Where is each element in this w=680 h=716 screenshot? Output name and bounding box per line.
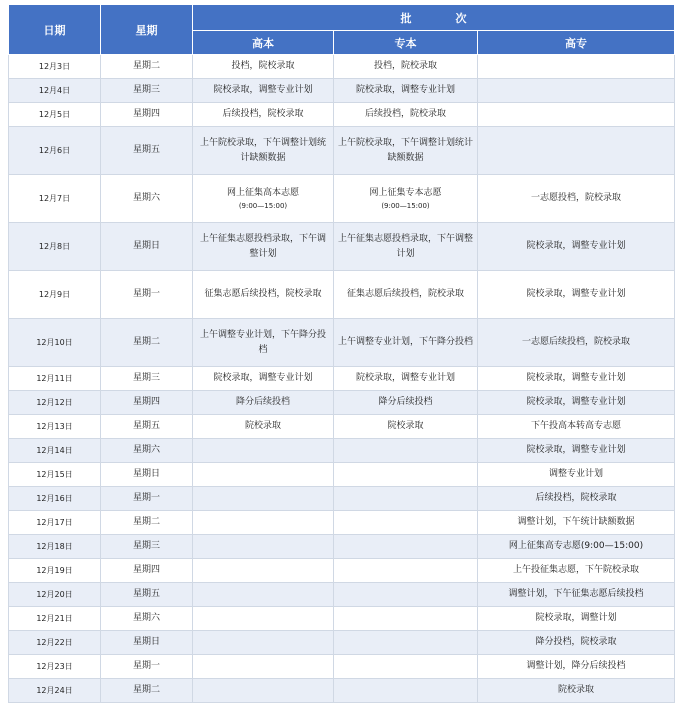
- undergrad-cell-text: 投档，院校录取: [231, 61, 295, 71]
- undergrad-cell: [193, 583, 334, 607]
- gaozhuan-cell-text: 一志愿投档，院校录取: [530, 193, 621, 203]
- undergrad-cell: [193, 631, 334, 655]
- gaozhuan-cell: [478, 631, 675, 655]
- table-row: [9, 55, 675, 79]
- gaozhuan-cell-text: 院校录取，调整专业计划: [526, 241, 626, 251]
- table-row: [9, 271, 675, 319]
- specialist-cell-text: 院校录取，调整专业计划: [355, 373, 455, 383]
- specialist-cell: [334, 463, 478, 487]
- gaozhuan-cell-text: 调整计划，下午征集志愿后续投档: [508, 589, 644, 599]
- header-specialist: 专本: [334, 31, 478, 55]
- date-cell-text: 12月3日: [38, 62, 71, 71]
- table-row: [9, 103, 675, 127]
- gaozhuan-cell-text: 后续投档，院校录取: [535, 493, 617, 503]
- weekday-cell-text: 星期四: [132, 397, 160, 407]
- specialist-cell: [334, 655, 478, 679]
- undergrad-cell: [193, 175, 334, 223]
- specialist-cell: [334, 319, 478, 367]
- gaozhuan-cell-text: 院校录取: [557, 685, 594, 695]
- gaozhuan-cell-text: 院校录取，调整专业计划: [526, 373, 626, 383]
- gaozhuan-cell-text: 一志愿后续投档，院校录取: [521, 337, 630, 347]
- weekday-cell: [101, 127, 193, 175]
- gaozhuan-cell-text: 调整计划，降分后续投档: [526, 661, 626, 671]
- weekday-cell-text: 星期六: [132, 613, 160, 623]
- date-cell: [9, 583, 101, 607]
- gaozhuan-cell-text: 下午投高本转高专志愿: [530, 421, 621, 431]
- weekday-cell: [101, 55, 193, 79]
- specialist-cell-text: 网上征集专本志愿: [369, 188, 442, 198]
- weekday-cell-text: 星期五: [132, 589, 160, 599]
- weekday-cell: [101, 175, 193, 223]
- undergrad-cell-text: 上午调整专业计划，下午降分投档: [199, 329, 326, 355]
- table-row: [9, 391, 675, 415]
- gaozhuan-cell: [478, 319, 675, 367]
- header-batch: 批 次: [193, 5, 675, 31]
- undergrad-cell: [193, 511, 334, 535]
- gaozhuan-cell: [478, 367, 675, 391]
- specialist-cell-text: 院校录取，调整专业计划: [355, 85, 455, 95]
- date-cell: [9, 415, 101, 439]
- undergrad-cell-text: 征集志愿后续投档，院校录取: [204, 289, 322, 299]
- date-cell: [9, 367, 101, 391]
- weekday-cell-text: 星期四: [132, 109, 160, 119]
- weekday-cell: [101, 391, 193, 415]
- date-cell: [9, 319, 101, 367]
- specialist-cell: [334, 583, 478, 607]
- date-cell: [9, 79, 101, 103]
- weekday-cell: [101, 439, 193, 463]
- gaozhuan-cell: [478, 511, 675, 535]
- admission-schedule-table: [8, 4, 675, 703]
- gaozhuan-cell: [478, 103, 675, 127]
- gaozhuan-cell: [478, 463, 675, 487]
- weekday-cell-text: 星期四: [132, 565, 160, 575]
- table-row: [9, 223, 675, 271]
- undergrad-cell-text: 降分后续投档: [235, 397, 290, 407]
- weekday-cell: [101, 79, 193, 103]
- gaozhuan-cell: [478, 439, 675, 463]
- gaozhuan-cell-text: 院校录取，调整专业计划: [526, 397, 626, 407]
- gaozhuan-cell: [478, 607, 675, 631]
- specialist-cell: [334, 367, 478, 391]
- weekday-cell: [101, 559, 193, 583]
- specialist-cell: [334, 559, 478, 583]
- weekday-cell-text: 星期二: [132, 337, 160, 347]
- date-cell-text: 12月23日: [36, 662, 73, 671]
- date-cell: [9, 535, 101, 559]
- weekday-cell: [101, 367, 193, 391]
- date-cell-text: 12月5日: [38, 110, 71, 119]
- specialist-cell-text: 征集志愿后续投档，院校录取: [346, 289, 464, 299]
- date-cell-text: 12月24日: [36, 686, 73, 695]
- undergrad-cell-text: 院校录取，调整专业计划: [213, 373, 313, 383]
- gaozhuan-cell: [478, 271, 675, 319]
- weekday-cell: [101, 631, 193, 655]
- weekday-cell: [101, 487, 193, 511]
- date-cell: [9, 511, 101, 535]
- gaozhuan-cell: [478, 223, 675, 271]
- undergrad-cell: [193, 223, 334, 271]
- gaozhuan-cell: [478, 487, 675, 511]
- date-cell-text: 12月11日: [36, 374, 73, 383]
- date-cell-text: 12月18日: [36, 542, 73, 551]
- gaozhuan-cell-text: 调整专业计划: [548, 469, 603, 479]
- weekday-cell: [101, 583, 193, 607]
- weekday-cell: [101, 607, 193, 631]
- weekday-cell-text: 星期六: [132, 193, 160, 203]
- specialist-cell: [334, 631, 478, 655]
- table-body: [9, 55, 675, 703]
- date-cell-text: 12月15日: [36, 470, 73, 479]
- weekday-cell-text: 星期二: [132, 685, 160, 695]
- specialist-cell: [334, 175, 478, 223]
- weekday-cell: [101, 511, 193, 535]
- specialist-cell-text: 后续投档，院校录取: [364, 109, 446, 119]
- date-cell-text: 12月19日: [36, 566, 73, 575]
- specialist-cell-text: 上午调整专业计划，下午降分投档: [338, 337, 474, 347]
- table-row: [9, 319, 675, 367]
- header-date: 日期: [9, 5, 101, 55]
- weekday-cell: [101, 655, 193, 679]
- weekday-cell: [101, 103, 193, 127]
- undergrad-cell: [193, 127, 334, 175]
- date-cell-text: 12月6日: [38, 146, 71, 155]
- specialist-cell: [334, 535, 478, 559]
- table-row: [9, 79, 675, 103]
- weekday-cell-text: 星期六: [132, 445, 160, 455]
- date-cell: [9, 391, 101, 415]
- date-cell-text: 12月20日: [36, 590, 73, 599]
- table-row: [9, 679, 675, 703]
- gaozhuan-cell: [478, 415, 675, 439]
- date-cell: [9, 55, 101, 79]
- gaozhuan-cell: [478, 175, 675, 223]
- undergrad-cell-text: 院校录取: [244, 421, 281, 431]
- table-row: [9, 127, 675, 175]
- undergrad-cell: [193, 559, 334, 583]
- header-undergrad: 高本: [193, 31, 334, 55]
- date-cell: [9, 631, 101, 655]
- specialist-cell: [334, 55, 478, 79]
- gaozhuan-cell: [478, 655, 675, 679]
- weekday-cell: [101, 463, 193, 487]
- table-row: [9, 655, 675, 679]
- weekday-cell-text: 星期三: [132, 541, 160, 551]
- specialist-cell: [334, 679, 478, 703]
- table-row: [9, 175, 675, 223]
- undergrad-cell: [193, 79, 334, 103]
- weekday-cell: [101, 415, 193, 439]
- table-row: [9, 583, 675, 607]
- date-cell: [9, 655, 101, 679]
- gaozhuan-cell-text: 院校录取，调整计划: [535, 613, 617, 623]
- specialist-cell: [334, 103, 478, 127]
- undergrad-cell-time-note: (9:00—15:00): [238, 202, 288, 210]
- undergrad-cell: [193, 463, 334, 487]
- undergrad-cell: [193, 391, 334, 415]
- undergrad-cell: [193, 487, 334, 511]
- weekday-cell: [101, 679, 193, 703]
- specialist-cell: [334, 223, 478, 271]
- schedule-table-container: [8, 4, 674, 703]
- weekday-cell-text: 星期一: [132, 493, 160, 503]
- specialist-cell: [334, 511, 478, 535]
- gaozhuan-cell: [478, 679, 675, 703]
- table-row: [9, 439, 675, 463]
- specialist-cell: [334, 487, 478, 511]
- undergrad-cell: [193, 271, 334, 319]
- date-cell-text: 12月22日: [36, 638, 73, 647]
- undergrad-cell: [193, 655, 334, 679]
- undergrad-cell-text: 网上征集高本志愿: [226, 188, 299, 198]
- table-row: [9, 535, 675, 559]
- specialist-cell: [334, 439, 478, 463]
- header-gaozhuan: 高专: [478, 31, 675, 55]
- undergrad-cell: [193, 439, 334, 463]
- date-cell: [9, 439, 101, 463]
- gaozhuan-cell: [478, 559, 675, 583]
- date-cell-text: 12月16日: [36, 494, 73, 503]
- date-cell: [9, 127, 101, 175]
- date-cell: [9, 223, 101, 271]
- table-row: [9, 511, 675, 535]
- gaozhuan-cell: [478, 55, 675, 79]
- date-cell: [9, 271, 101, 319]
- specialist-cell: [334, 271, 478, 319]
- gaozhuan-cell: [478, 127, 675, 175]
- date-cell: [9, 559, 101, 583]
- specialist-cell: [334, 79, 478, 103]
- gaozhuan-cell-text: 上午投征集志愿，下午院校录取: [512, 565, 639, 575]
- table-row: [9, 463, 675, 487]
- specialist-cell: [334, 415, 478, 439]
- specialist-cell-text: 上午院校录取，下午调整计划统计缺额数据: [338, 137, 474, 163]
- date-cell-text: 12月13日: [36, 422, 73, 431]
- gaozhuan-cell-text: 网上征集高专志愿(9:00—15:00): [508, 541, 644, 551]
- undergrad-cell-text: 上午院校录取，下午调整计划统计缺额数据: [199, 137, 326, 163]
- table-row: [9, 415, 675, 439]
- date-cell-text: 12月21日: [36, 614, 73, 623]
- date-cell-text: 12月4日: [38, 86, 71, 95]
- specialist-cell: [334, 127, 478, 175]
- weekday-cell: [101, 271, 193, 319]
- specialist-cell-time-note: (9:00—15:00): [381, 202, 430, 210]
- weekday-cell-text: 星期五: [132, 421, 160, 431]
- undergrad-cell-text: 后续投档，院校录取: [222, 109, 304, 119]
- weekday-cell: [101, 319, 193, 367]
- table-row: [9, 631, 675, 655]
- weekday-cell-text: 星期一: [132, 661, 160, 671]
- weekday-cell-text: 星期日: [132, 469, 160, 479]
- undergrad-cell: [193, 55, 334, 79]
- weekday-cell-text: 星期二: [132, 61, 160, 71]
- undergrad-cell: [193, 679, 334, 703]
- undergrad-cell: [193, 367, 334, 391]
- date-cell-text: 12月8日: [38, 242, 71, 251]
- table-header: [9, 5, 675, 55]
- header-weekday: 星期: [101, 5, 193, 55]
- undergrad-cell: [193, 319, 334, 367]
- date-cell-text: 12月9日: [38, 290, 71, 299]
- date-cell-text: 12月17日: [36, 518, 73, 527]
- gaozhuan-cell: [478, 79, 675, 103]
- date-cell: [9, 103, 101, 127]
- weekday-cell: [101, 223, 193, 271]
- date-cell-text: 12月12日: [36, 398, 73, 407]
- specialist-cell-text: 上午征集志愿投档录取，下午调整计划: [338, 233, 474, 259]
- table-row: [9, 367, 675, 391]
- undergrad-cell: [193, 103, 334, 127]
- date-cell: [9, 175, 101, 223]
- weekday-cell-text: 星期一: [132, 289, 160, 299]
- weekday-cell-text: 星期日: [132, 241, 160, 251]
- date-cell: [9, 487, 101, 511]
- gaozhuan-cell-text: 院校录取，调整专业计划: [526, 445, 626, 455]
- weekday-cell: [101, 535, 193, 559]
- gaozhuan-cell: [478, 391, 675, 415]
- gaozhuan-cell: [478, 535, 675, 559]
- specialist-cell-text: 投档，院校录取: [373, 61, 437, 71]
- undergrad-cell-text: 院校录取，调整专业计划: [213, 85, 313, 95]
- undergrad-cell: [193, 415, 334, 439]
- weekday-cell-text: 星期二: [132, 517, 160, 527]
- gaozhuan-cell-text: 降分投档，院校录取: [535, 637, 617, 647]
- specialist-cell-text: 院校录取: [387, 421, 424, 431]
- date-cell-text: 12月14日: [36, 446, 73, 455]
- date-cell-text: 12月10日: [36, 338, 73, 347]
- table-row: [9, 559, 675, 583]
- gaozhuan-cell-text: 调整计划，下午统计缺额数据: [517, 517, 635, 527]
- gaozhuan-cell: [478, 583, 675, 607]
- specialist-cell: [334, 391, 478, 415]
- undergrad-cell: [193, 535, 334, 559]
- weekday-cell-text: 星期三: [132, 373, 160, 383]
- specialist-cell: [334, 607, 478, 631]
- weekday-cell-text: 星期三: [132, 85, 160, 95]
- date-cell: [9, 463, 101, 487]
- table-row: [9, 487, 675, 511]
- gaozhuan-cell-text: 院校录取，调整专业计划: [526, 289, 626, 299]
- undergrad-cell-text: 上午征集志愿投档录取，下午调整计划: [199, 233, 326, 259]
- specialist-cell-text: 降分后续投档: [378, 397, 433, 407]
- date-cell-text: 12月7日: [38, 194, 71, 203]
- date-cell: [9, 679, 101, 703]
- undergrad-cell: [193, 607, 334, 631]
- weekday-cell-text: 星期五: [132, 145, 160, 155]
- table-row: [9, 607, 675, 631]
- date-cell: [9, 607, 101, 631]
- weekday-cell-text: 星期日: [132, 637, 160, 647]
